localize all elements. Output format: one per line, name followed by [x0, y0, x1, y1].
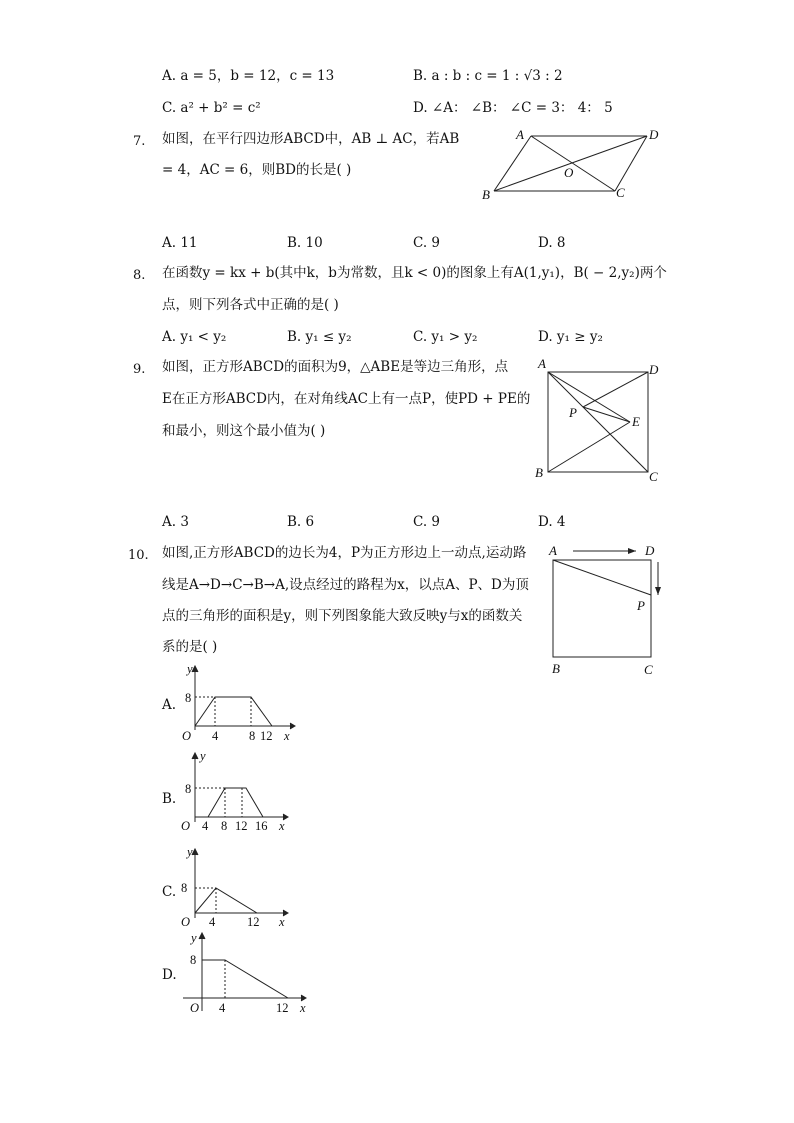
- q8-option-b: B. y₁ ≤ y₂: [287, 329, 352, 345]
- q10-graph-d-tick-x12: 12: [276, 1001, 289, 1015]
- q7-side-ab: [494, 136, 531, 191]
- q7-label-d: D: [649, 127, 659, 142]
- q10-graph-c-tick-x4: 4: [209, 915, 216, 929]
- q10-graph-c-xlabel: x: [279, 915, 285, 929]
- q9-number: 9.: [133, 362, 146, 377]
- q7-number: 7.: [133, 134, 146, 149]
- q10-label-d: D: [645, 543, 655, 558]
- q8-option-a: A. y₁ < y₂: [162, 329, 227, 345]
- q10-graph-d-tick-x4: 4: [219, 1001, 226, 1015]
- q10-label-a: A: [549, 543, 557, 558]
- q9-option-a: A. 3: [162, 514, 189, 530]
- q10-graph-b: [178, 747, 298, 837]
- q9-square-figure: [530, 356, 665, 486]
- q10-graph-a-xlabel: x: [284, 729, 290, 743]
- q8-option-d: D. y₁ ≥ y₂: [538, 329, 603, 345]
- q10-graph-b-ylabel: y: [200, 749, 206, 763]
- q7-text-line1: 如图，在平行四边形ABCD中，AB ⊥ AC，若AB: [162, 131, 460, 147]
- q7-side-dc: [615, 136, 647, 191]
- q9-label-c: C: [649, 469, 658, 484]
- q10-graph-b-origin: O: [181, 819, 191, 833]
- q8-option-c: C. y₁ > y₂: [413, 329, 478, 345]
- q10-graph-a: [178, 660, 303, 745]
- q10-graph-b-tick-y: 8: [185, 782, 192, 796]
- q10-graph-a-tick-x4: 4: [212, 729, 219, 743]
- q8-text-line2: 点，则下列各式中正确的是( ): [162, 297, 339, 313]
- q6-option-a: A. a = 5，b = 12，c = 13: [162, 68, 335, 84]
- q9-label-d: D: [649, 362, 659, 377]
- q7-option-a: A. 11: [162, 235, 198, 251]
- q7-label-c: C: [616, 185, 625, 200]
- q10-graph-d-origin: O: [190, 1001, 200, 1015]
- q10-graph-a-function-line: [195, 697, 272, 726]
- q10-label-p: P: [637, 598, 645, 613]
- q10-graph-a-origin: O: [182, 729, 192, 743]
- q10-text-line1: 如图,正方形ABCD的边长为4，P为正方形边上一动点,运动路: [162, 545, 527, 561]
- q10-graph-d-function-line: [202, 960, 288, 998]
- q10-graph-d-ylabel: y: [191, 931, 197, 945]
- q7-parallelogram-figure: [480, 125, 665, 205]
- q10-graph-c-ylabel: y: [187, 845, 193, 859]
- q6-option-c: C. a² + b² = c²: [162, 100, 261, 116]
- q9-label-a: A: [538, 356, 546, 371]
- q9-text-line2: E在正方形ABCD内，在对角线AC上有一点P，使PD + PE的: [162, 391, 531, 407]
- q10-text-line2: 线是A→D→C→B→A,设点经过的路程为x，以点A、P、D为顶: [162, 577, 529, 593]
- q7-option-c: C. 9: [413, 235, 441, 251]
- q10-graph-c-tick-x12: 12: [247, 915, 260, 929]
- q10-graph-a-tick-x12: 12: [260, 729, 273, 743]
- q10-graph-c: [178, 843, 298, 933]
- q9-segment-be: [548, 422, 630, 472]
- q10-graph-a-tick-x8: 8: [249, 729, 256, 743]
- q9-segment-pd: [583, 372, 648, 407]
- q10-option-d: D.: [162, 967, 177, 983]
- q7-label-a: A: [516, 127, 524, 142]
- q10-graph-b-function-line: [208, 788, 263, 817]
- q10-graph-c-function-line: [195, 888, 257, 913]
- q10-segment-ap: [553, 560, 651, 595]
- q10-option-a: A.: [162, 697, 177, 713]
- q7-option-d: D. 8: [538, 235, 566, 251]
- q10-option-b: B.: [162, 791, 177, 807]
- q10-graph-c-tick-y: 8: [181, 881, 188, 895]
- q10-graph-b-tick-x12: 12: [235, 819, 248, 833]
- q7-label-b: B: [482, 187, 490, 202]
- q7-diagonal-ac: [531, 136, 615, 191]
- q10-graph-b-tick-x8: 8: [221, 819, 228, 833]
- q7-option-b: B. 10: [287, 235, 323, 251]
- q7-diagonal-bd: [494, 136, 647, 191]
- q10-label-b: B: [552, 661, 560, 676]
- q9-label-e: E: [632, 414, 640, 429]
- q10-graph-c-origin: O: [181, 915, 191, 929]
- q9-label-b: B: [535, 465, 543, 480]
- q6-option-b: B. a : b : c = 1 : √3 : 2: [413, 68, 563, 84]
- q6-option-d: D. ∠A： ∠B： ∠C = 3： 4： 5: [413, 100, 613, 116]
- q10-graph-a-tick-y: 8: [185, 691, 192, 705]
- q8-text-line1: 在函数y = kx + b(其中k，b为常数，且k < 0)的图象上有A(1,y₁)，B( − 2,y₂)两个: [162, 265, 667, 281]
- q10-graph-b-tick-x16: 16: [255, 819, 268, 833]
- q9-segment-ae: [548, 372, 630, 422]
- q10-graph-a-ylabel: y: [187, 662, 193, 676]
- q10-number: 10.: [128, 548, 149, 563]
- q10-graph-d: [178, 929, 318, 1021]
- q9-option-c: C. 9: [413, 514, 441, 530]
- q10-text-line4: 系的是( ): [162, 639, 218, 655]
- q9-option-d: D. 4: [538, 514, 566, 530]
- q10-square-figure: [540, 540, 670, 680]
- q10-graph-b-xlabel: x: [279, 819, 285, 833]
- q7-text-line2: = 4，AC = 6，则BD的长是( ): [162, 162, 352, 178]
- q9-text-line3: 和最小，则这个最小值为( ): [162, 423, 326, 439]
- q9-text-line1: 如图，正方形ABCD的面积为9，△ABE是等边三角形，点: [162, 359, 509, 375]
- q10-label-c: C: [644, 662, 653, 677]
- q10-graph-d-xlabel: x: [300, 1001, 306, 1015]
- q9-option-b: B. 6: [287, 514, 315, 530]
- q10-graph-d-tick-y: 8: [190, 953, 197, 967]
- q10-option-c: C.: [162, 884, 177, 900]
- q8-number: 8.: [133, 268, 146, 283]
- q9-label-p: P: [569, 405, 577, 420]
- q10-graph-b-tick-x4: 4: [202, 819, 209, 833]
- q10-text-line3: 点的三角形的面积是y，则下列图象能大致反映y与x的函数关: [162, 608, 523, 624]
- q7-label-o: O: [564, 165, 574, 180]
